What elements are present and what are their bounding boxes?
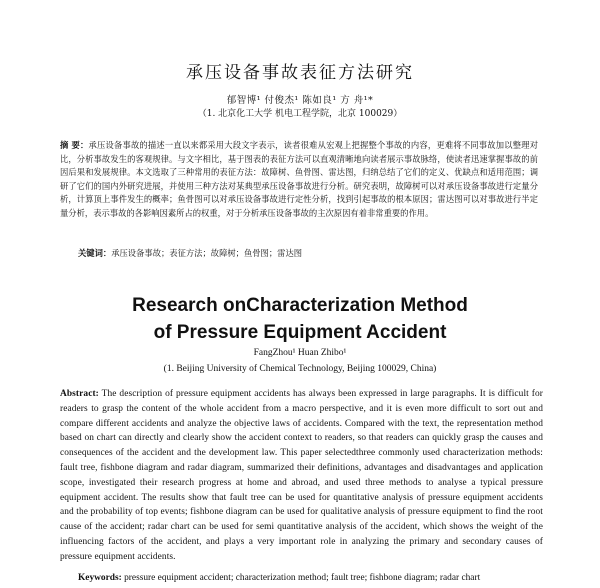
- chinese-abstract: [60, 139, 538, 221]
- english-keywords: [78, 573, 548, 583]
- chinese-title: 承压设备事故表征方法研究: [186, 63, 414, 83]
- chinese-affiliation: （1. 北京化工大学 机电工程学院，北京 100029）: [197, 109, 403, 119]
- chinese-keywords-text: 承压设备事故；表征方法；故障树；鱼骨图；雷达图: [111, 248, 303, 258]
- chinese-authors: 郁智博¹ 付俊杰¹ 陈如良¹ 方 舟¹*: [226, 95, 374, 106]
- chinese-abstract-label: 摘 要：: [60, 140, 89, 150]
- chinese-keywords-label: 关键词：: [78, 248, 112, 258]
- english-abstract-label: Abstract:: [60, 389, 99, 399]
- english-title: [0, 292, 600, 346]
- english-affiliation: (1. Beijing University of Chemical Technology, Beijing 100029, China): [163, 364, 437, 374]
- english-title-line2: of Pressure Equipment Accident: [153, 322, 447, 343]
- english-authors: FangZhou¹ Huan Zhibo¹: [253, 348, 347, 358]
- english-abstract: [60, 387, 543, 565]
- english-keywords-label: Keywords:: [78, 573, 122, 583]
- chinese-abstract-text: 承压设备事故的描述一直以来都采用大段文字表示，读者很难从宏观上把握整个事故的内容，更难将不同事故加以整理对比，分析事故发生的客观规律。与文字相比，基于图表的表征方法可以直观清晰地向读者展示事故脉络，使读者迅速掌握事故的前因后果和发展规律。本文选取了三种常用的表征方法：故障树、鱼骨图、雷达图，归纳总结了它们的定义、优缺点和适用范围；调研了它们的国内外研究进展，并使用三种方法对某典型承压设备事故进行分析。研究表明，故障树可以对承压设备事故进行定量分析，计算顶上事件发生的概率；鱼骨图可以对承压设备事故进行定性分析，找到引起事故的根本原因；雷达图可以对事故进行半定量分析，表示事故的各影响因素所占的权重，对于分析承压设备事故的主次原因有着非常重要的作用。: [60, 140, 538, 218]
- chinese-keywords: [78, 247, 538, 259]
- english-abstract-text: The description of pressure equipment accidents has always been expressed in large paragraphs. It is difficult for readers to grasp the content of the whole accident from a macro perspective, and it is even more difficult to sort out and compare different accidents and analyze the objective laws of accidents. Compared with the text, the representation method based on chart can directly and clearly show the accident context to readers, so that readers can quickly grasp the causes and consequences of the accident and the development law. This paper selectedthree commonly used characterization methods: fault tree, fishbone diagram and radar diagram, summarized their definitions, advantages and disadvantages and application scope, investigated their research progress at home and abroad, and used three methods to analyse a typical pressure equipment accident. The results show that fault tree can be used for quantitative analysis of pressure equipment accidents and the probability of top events; fishbone diagram can be used for qualitative analysis of pressure equipment to find the root cause of the accident; radar chart can be used for semi quantitative analysis of the accident, which shows the weight of the influencing factors of the accident, and plays a very important role in analyzing the primary and secondary causes of pressure equipment accidents.: [60, 389, 543, 562]
- english-title-line1: Research onCharacterization Method: [132, 295, 468, 316]
- english-keywords-text: pressure equipment accident; characterization method; fault tree; fishbone diagram; radar chart: [121, 573, 481, 583]
